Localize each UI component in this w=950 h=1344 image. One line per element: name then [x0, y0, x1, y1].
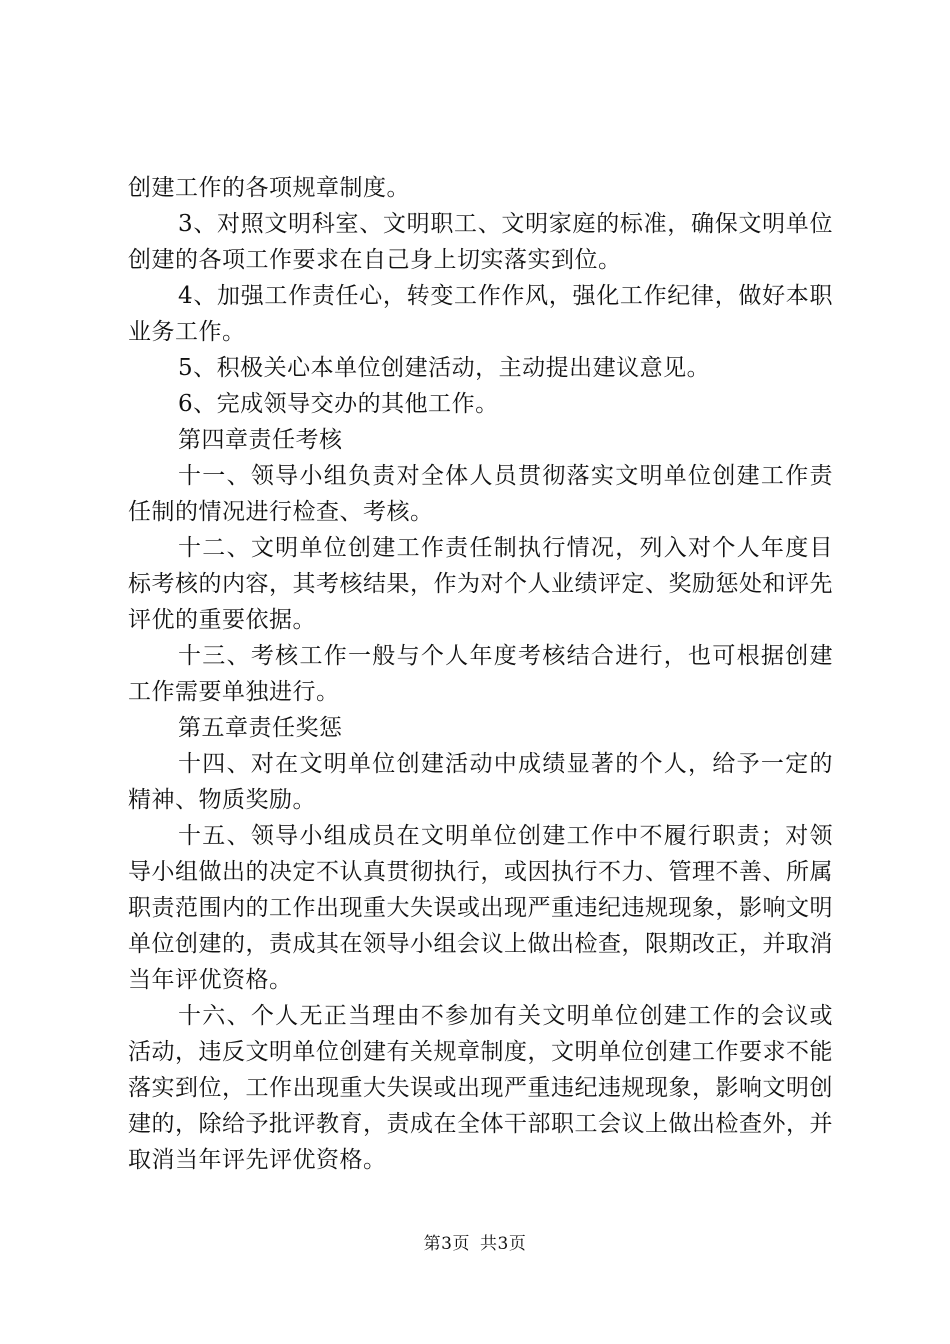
paragraph-item-12: 十二、文明单位创建工作责任制执行情况，列入对个人年度目标考核的内容，其考核结果，作为对个人业绩评定、奖励惩处和评先评优的重要依据。 [128, 535, 833, 633]
paragraph-item-15: 十五、领导小组成员在文明单位创建工作中不履行职责；对领导小组做出的决定不认真贯彻执行，或因执行不力、管理不善、所属职责范围内的工作出现重大失误或出现严重违纪违规现象，影响文明单位创建的，责成其在领导小组会议上做出检查，限期改正，并取消当年评优资格。 [128, 823, 833, 993]
paragraph-item-13: 十三、考核工作一般与个人年度考核结合进行，也可根据创建工作需要单独进行。 [128, 643, 833, 705]
paragraph-item-11: 十一、领导小组负责对全体人员贯彻落实文明单位创建工作责任制的情况进行检查、考核。 [128, 463, 833, 525]
page-total: 共3页 [480, 1234, 527, 1254]
paragraph-item-5: 5、积极关心本单位创建活动，主动提出建议意见。 [178, 355, 711, 381]
chapter-heading-5: 第五章责任奖惩 [178, 715, 343, 741]
page-number: 第3页 [423, 1234, 470, 1254]
paragraph-item-3: 3、对照文明科室、文明职工、文明家庭的标准，确保文明单位创建的各项工作要求在自己身上切实落实到位。 [128, 211, 833, 273]
chapter-heading-4: 第四章责任考核 [178, 427, 343, 453]
paragraph-item-14: 十四、对在文明单位创建活动中成绩显著的个人，给予一定的精神、物质奖励。 [128, 751, 833, 813]
paragraph-item-4: 4、加强工作责任心，转变工作作风，强化工作纪律，做好本职业务工作。 [128, 283, 833, 345]
paragraph-item-6: 6、完成领导交办的其他工作。 [178, 391, 499, 417]
document-body [128, 170, 833, 1178]
page-footer [0, 1232, 950, 1256]
paragraph-continuation: 创建工作的各项规章制度。 [128, 175, 410, 201]
paragraph-item-16: 十六、个人无正当理由不参加有关文明单位创建工作的会议或活动，违反文明单位创建有关规章制度，文明单位创建工作要求不能落实到位，工作出现重大失误或出现严重违纪违规现象，影响文明创建的，除给予批评教育，责成在全体干部职工会议上做出检查外，并取消当年评先评优资格。 [128, 1003, 833, 1173]
